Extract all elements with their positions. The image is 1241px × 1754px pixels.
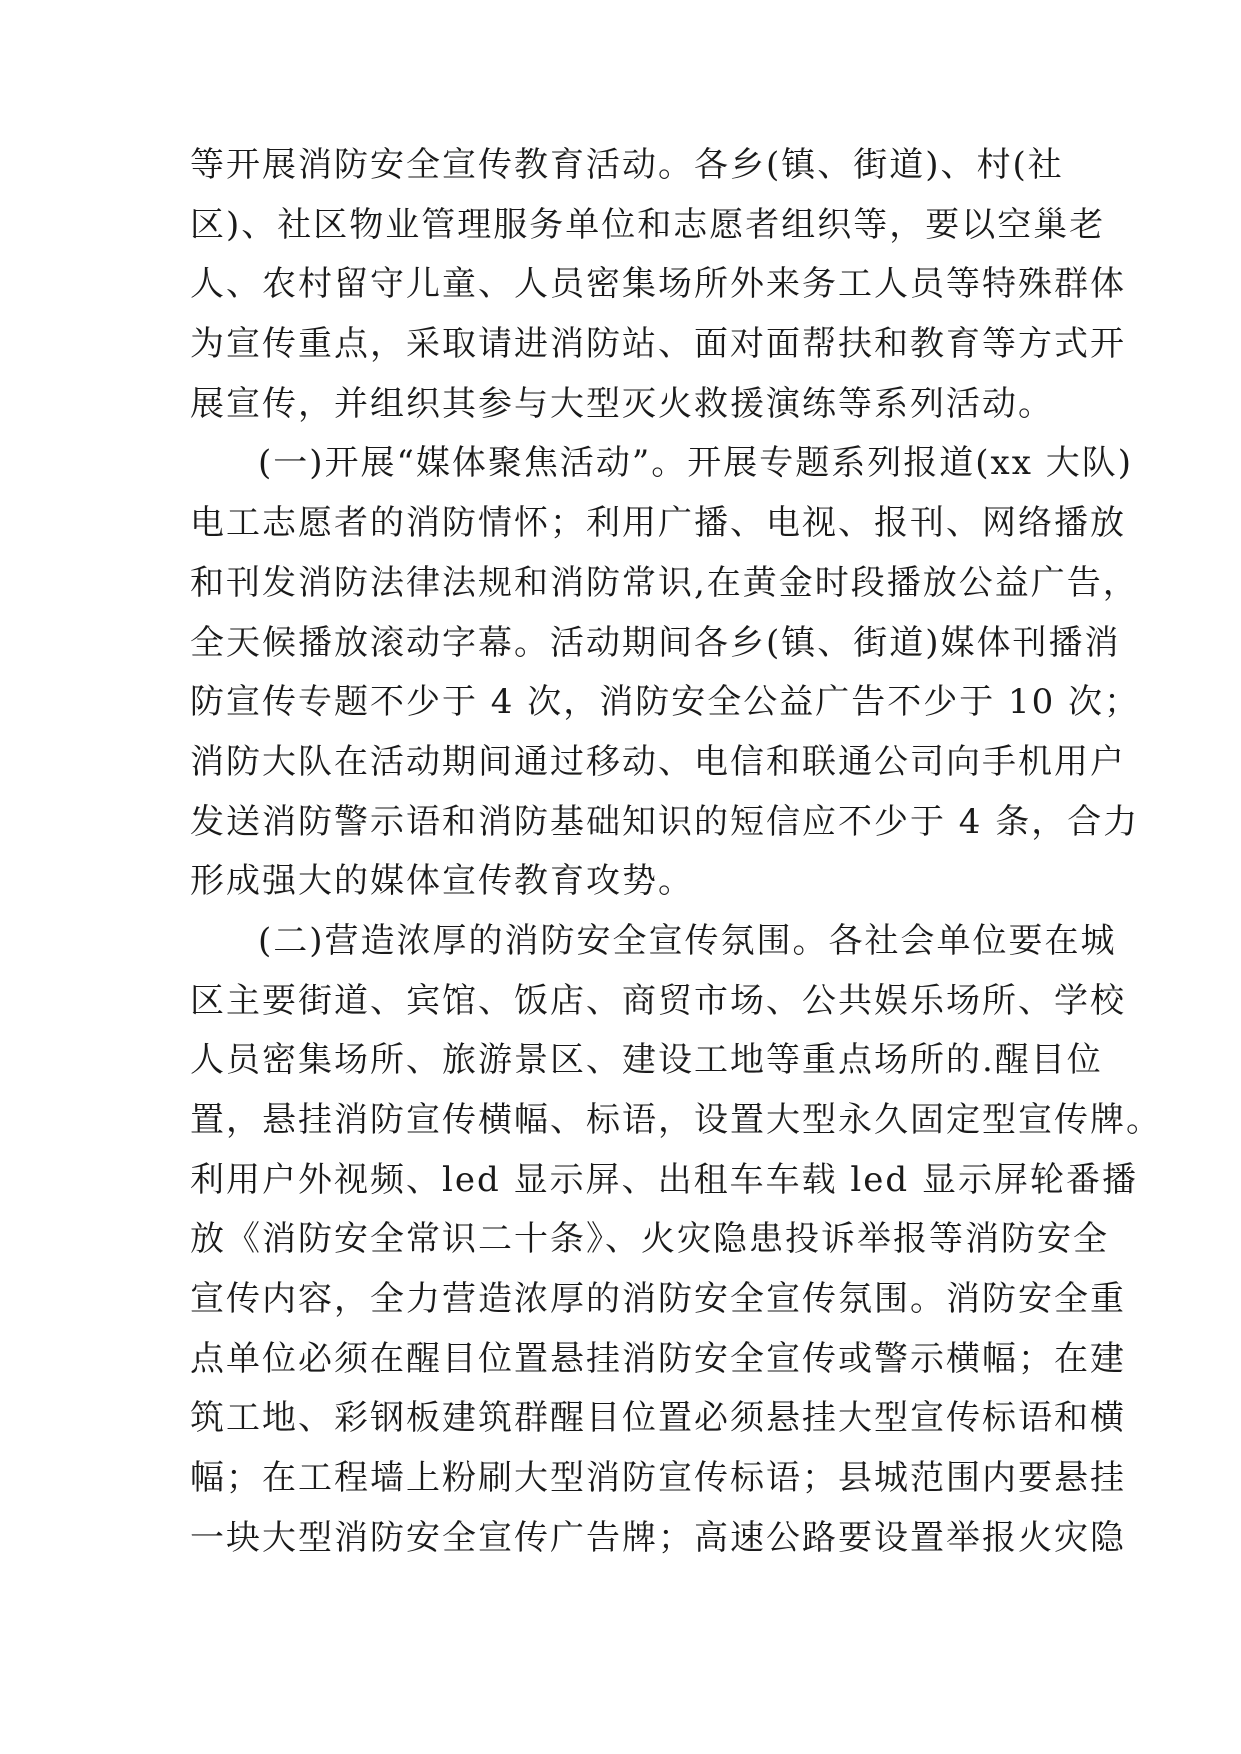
text-line: 放《消防安全常识二十条》、火灾隐患投诉举报等消防安全 [190, 1219, 1109, 1260]
text-line: 全天候播放滚动字幕。活动期间各乡(镇、街道)媒体刊播消 [190, 622, 1121, 663]
body-text [190, 136, 1162, 1569]
text-line: 幅；在工程墙上粉刷大型消防宣传标语；县城范围内要悬挂 [190, 1458, 1126, 1499]
text-line: 区)、社区物业管理服务单位和志愿者组织等，要以空巢老 [190, 204, 1106, 245]
text-line: 筑工地、彩钢板建筑群醒目位置必须悬挂大型宣传标语和横 [190, 1398, 1126, 1439]
text-line: 宣传内容，全力营造浓厚的消防安全宣传氛围。消防安全重 [190, 1279, 1126, 1320]
text-line: 利用户外视频、led 显示屏、出租车车载 led 显示屏轮番播 [190, 1159, 1138, 1200]
text-line: 消防大队在活动期间通过移动、电信和联通公司向手机用户 [190, 741, 1126, 782]
text-line: 人员密集场所、旅游景区、建设工地等重点场所的.醒目位 [190, 1040, 1103, 1081]
text-line: 一块大型消防安全宣传广告牌；高速公路要设置举报火灾隐 [190, 1517, 1126, 1558]
text-line: 点单位必须在醒目位置悬挂消防安全宣传或警示横幅；在建 [190, 1338, 1126, 1379]
text-line: 为宣传重点，采取请进消防站、面对面帮扶和教育等方式开 [190, 324, 1126, 365]
text-line: 人、农村留守儿童、人员密集场所外来务工人员等特殊群体 [190, 264, 1126, 305]
text-line: 等开展消防安全宣传教育活动。各乡(镇、街道)、村(社 [190, 145, 1064, 185]
text-line: 电工志愿者的消防情怀；利用广播、电视、报刊、网络播放 [190, 503, 1126, 544]
text-line: 区主要街道、宾馆、饭店、商贸市场、公共娱乐场所、学校 [190, 980, 1126, 1021]
text-line: 发送消防警示语和消防基础知识的短信应不少于 4 条，合力 [190, 801, 1140, 842]
text-line: 置，悬挂消防宣传横幅、标语，设置大型永久固定型宣传牌。 [190, 1100, 1162, 1140]
text-line: 和刊发消防法律法规和消防常识,在黄金时段播放公益广告， [190, 562, 1139, 603]
paragraph-heading-1: (一)开展“媒体聚焦活动”。开展专题系列报道(xx 大队) [258, 443, 1133, 484]
text-line: 展宣传，并组织其参与大型灭火救援演练等系列活动。 [190, 383, 1054, 424]
text-line: 形成强大的媒体宣传教育攻势。 [190, 861, 694, 902]
paragraph-heading-2: (二)营造浓厚的消防安全宣传氛围。各社会单位要在城 [258, 920, 1117, 961]
text-line: 防宣传专题不少于 4 次，消防安全公益广告不少于 10 次； [190, 682, 1141, 723]
